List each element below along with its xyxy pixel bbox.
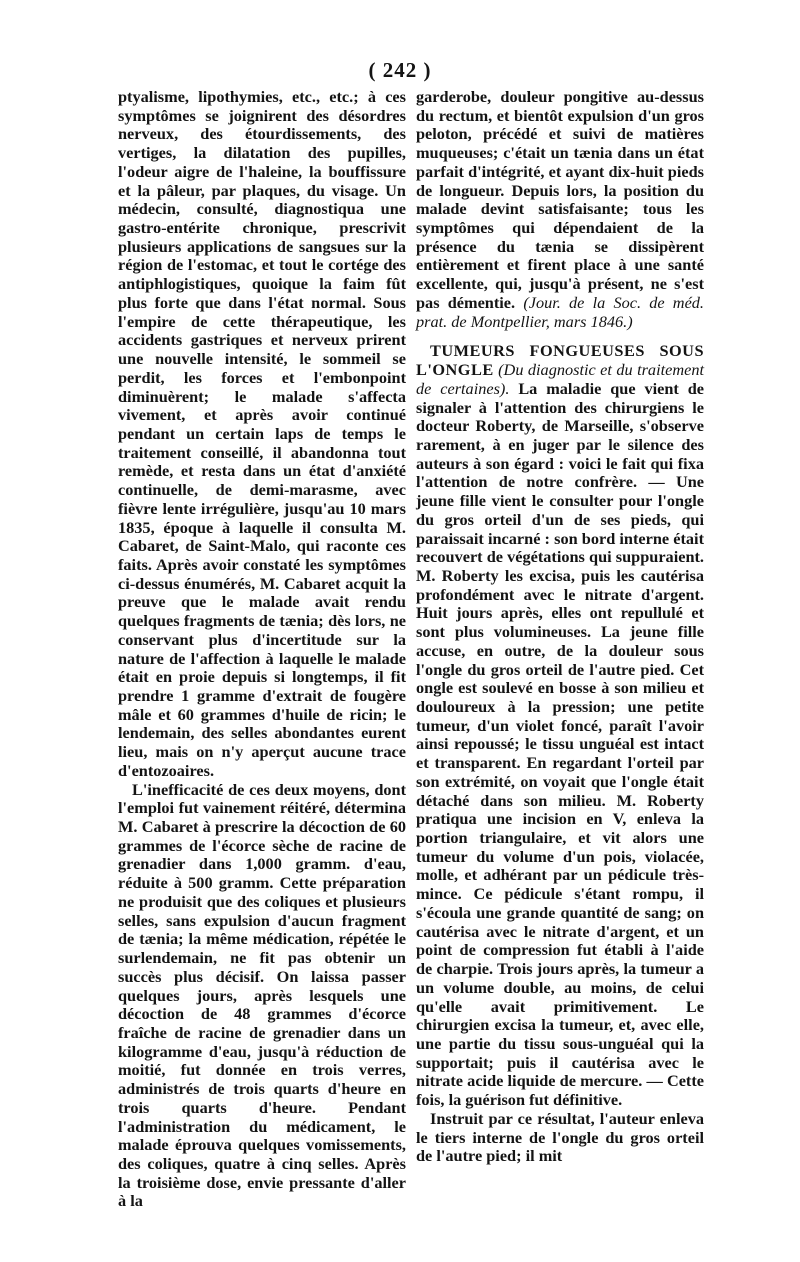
journal-reference: (Jour. de la Soc. de méd. prat. de Montpellier, mars 1846.) [416, 292, 705, 331]
right-paragraph-2-text: La maladie que vient de signaler à l'attention des chirurgiens le docteur Roberty, de Marseille, s'observe rarement, à en juger par le silence des auteurs à son égard : voici le fait qui fixa l'attention de notre confrère. — Une jeune fille vient le consulter pour l'ongle du gros orteil d'un de ses pieds, qui paraissait incarné : son bord interne était recouvert de végétations qui suppuraient. M. Roberty les excisa, puis les cautérisa profondément avec le nitrate d'argent. Huit jours après, elles ont repullulé et sont plus volumineuses. La jeune fille accuse, en outre, de la douleur sous l'ongle du gros orteil de l'autre pied. Cet ongle est soulevé en bosse à son milieu et douloureux à la pression; une petite tumeur, d'un violet foncé, paraît l'avoir ainsi repoussé; le tissu unguéal est intact et transparent. En regardant l'orteil par son extrémité, on voyait que l'ongle était détaché dans son milieu. M. Roberty pratiqua une incision en V, enleva la portion triangulaire, et vit alors une tumeur du volume d'un pois, violacée, molle, et adhérant par un pédicule très-mince. Ce pédicule s'étant rompu, il s'écoula une grande quantité de sang; on cautérisa avec le nitrate d'argent, et un point de compression fut établi à l'aide de charpie. Trois jours après, la tumeur a un volume double, au moins, de celui qu'elle avait primitivement. Le chirurgien excisa la tumeur, et, avec elle, une partie du tissu sous-unguéal qui la supportait; puis il cautérisa avec le nitrate acide liquide de mercure. — Cette fois, la guérison fut définitive. [416, 378, 704, 1110]
right-column [416, 88, 704, 1166]
right-paragraph-3: Instruit par ce résultat, l'auteur enleva le tiers interne de l'ongle du gros orteil de l'autre pied; il mit [416, 1108, 704, 1166]
section-subheading: (Du diagnostic et du traitement de certaines). [416, 360, 704, 398]
right-paragraph-1-text: garderobe, douleur pongitive au-dessus du rectum, et bientôt expulsion d'un gros peloton, précédé et suivi de matières muqueuses; c'était un tænia dans un état parfait d'intégrité, et ayant dix-huit pieds de longueur. Depuis lors, la position du malade devint satisfaisante; tous les symptômes qui dépendaient de la présence du tænia se dissipèrent entièrement et firent place à une santé excellente, qui, jusqu'à présent, ne s'est pas démentie. [416, 87, 704, 312]
page-number: ( 242 ) [368, 58, 432, 82]
right-paragraph-1 [416, 88, 704, 331]
section-paragraph [416, 342, 704, 1109]
left-paragraph-2: L'inefficacité de ces deux moyens, dont l'emploi fut vainement réitéré, détermina M. Cabaret à prescrire la décoction de 60 grammes de l'écorce sèche de racine de grenadier dans 1,000 gramm. d'eau, réduite à 500 gramm. Cette préparation ne produisit que des coliques et plusieurs selles, sans expulsion d'aucun fragment de tænia; la même médication, répétée le surlendemain, ne fit pas obtenir un succès plus décisif. On laissa passer quelques jours, après lesquels une décoction de 48 grammes d'écorce fraîche de racine de grenadier dans un kilogramme d'eau, jusqu'à réduction de moitié, fut donnée en trois verres, administrés de trois quarts d'heure en trois quarts d'heure. Pendant l'administration du médicament, le malade éprouva quelques vomissements, des coliques, quatre à cinq selles. Après la troisième dose, envie pressante d'aller à la [118, 779, 406, 1211]
left-paragraph-1: ptyalisme, lipothymies, etc., etc.; à ces symptômes se joignirent des désordres nerveux, des étourdissements, des vertiges, la dilatation des pupilles, l'odeur aigre de l'haleine, la bouffissure et la pâleur, par plaques, du visage. Un médecin, consulté, diagnostiqua une gastro-entérite chronique, prescrivit plusieurs applications de sangsues sur la région de l'estomac, et tout le cortége des antiphlogistiques, quoique la faim fût plus forte que dans l'état normal. Sous l'empire de cette thérapeutique, les accidents gastriques et nerveux prirent une nouvelle intensité, le sommeil se perdit, les forces et l'embonpoint diminuèrent; le malade s'affecta vivement, et après avoir continué pendant un certain laps de temps le traitement conseillé, il abandonna tout remède, et resta dans un état d'anxiété continuelle, de demi-marasme, avec fièvre lente irrégulière, jusqu'au 10 mars 1835, époque à laquelle il consulta M. Cabaret, de Saint-Malo, qui raconte ces faits. Après avoir constaté les symptômes ci-dessus énumérés, M. Cabaret acquit la preuve que le malade avait rendu quelques fragments de tænia; dès lors, ne conservant plus d'incertitude sur la nature de l'affection à laquelle le malade était en proie depuis si longtemps, il fit prendre 1 gramme d'extrait de fougère mâle et 60 grammes d'huile de ricin; le lendemain, des selles abondantes eurent lieu, mais on n'y aperçut aucune trace d'entozoaires. [118, 87, 406, 780]
section-heading: TUMEURS FONGUEUSES SOUS L'ONGLE [416, 341, 704, 380]
left-column [118, 88, 406, 1211]
